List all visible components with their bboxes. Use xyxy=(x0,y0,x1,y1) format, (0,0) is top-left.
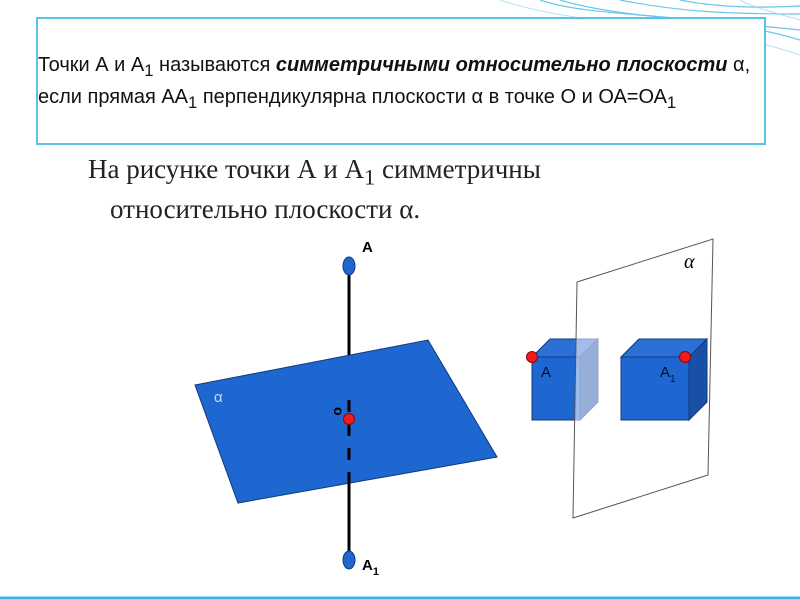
point-A xyxy=(343,257,355,275)
label-O: о xyxy=(331,407,347,416)
label-A1: $А_1$ xyxy=(362,557,379,578)
label-A1-right: $А_1$ xyxy=(660,364,676,385)
point-A-right xyxy=(527,352,538,363)
figure-caption: На рисунке точки А и $А_1$ симметричны относительно плоскости α. xyxy=(88,154,541,225)
figure-left xyxy=(195,239,497,578)
label-alpha-left: α xyxy=(214,389,223,406)
label-A-right: А xyxy=(541,364,552,381)
point-A1-right xyxy=(680,352,691,363)
figure-right xyxy=(527,239,714,518)
definition-term: симметричными относительно плоскости xyxy=(275,54,728,76)
definition-text: Точки А и $А_1$ называются симметричными относительно плоскости α, если прямая $АА_1$ перпендикулярна плоскости α в точке О и $ОА=ОА_1$ xyxy=(38,54,751,112)
label-alpha-right: α xyxy=(684,251,695,273)
label-A: А xyxy=(362,239,373,256)
point-A1 xyxy=(343,551,355,569)
